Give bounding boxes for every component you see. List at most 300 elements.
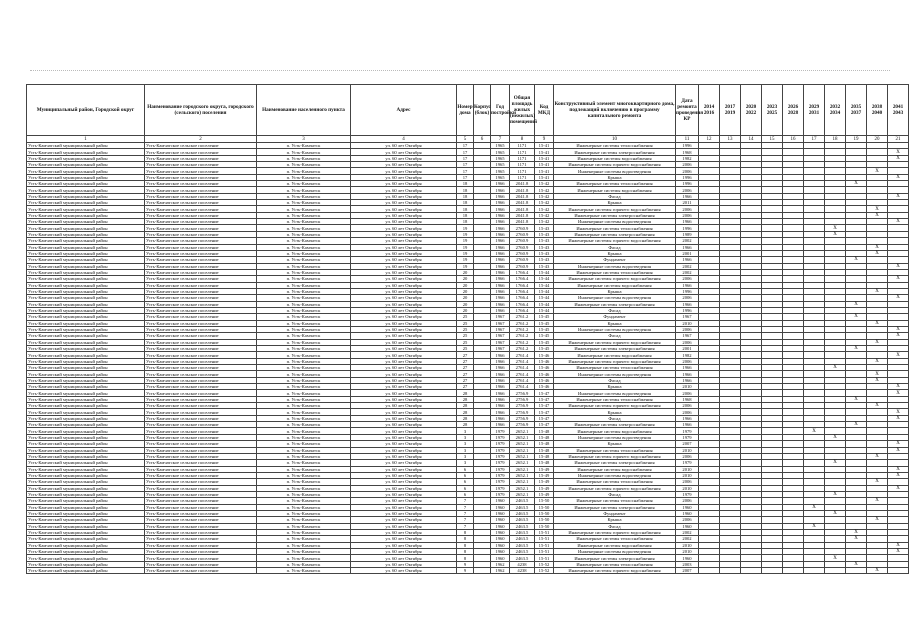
district-cell: Усть-Камчатский муниципальный район <box>27 390 145 396</box>
col-header-area: Общая площадь жилых (нежилых) помещений <box>510 85 535 136</box>
repair-date-cell: 2006 <box>676 295 699 301</box>
year-built-cell: 1966 <box>491 244 510 250</box>
period-mark-cell: X <box>888 193 909 199</box>
address-cell: ул. 60 лет Октября <box>351 428 457 434</box>
mkd-code-cell: 15-52 <box>535 568 554 574</box>
repair-date-cell: 1996 <box>676 143 699 149</box>
area-cell: 2761.4 <box>510 358 535 364</box>
district-cell: Усть-Камчатский муниципальный район <box>27 384 145 390</box>
area-cell: 2761.2 <box>510 333 535 339</box>
district-cell: Усть-Камчатский муниципальный район <box>27 257 145 263</box>
address-cell: ул. 60 лет Октября <box>351 174 457 180</box>
repair-date-cell: 1966 <box>676 301 699 307</box>
house-number-cell: 3 <box>457 441 474 447</box>
mkd-code-cell: 15-51 <box>535 529 554 535</box>
structural-element-cell: Инженерные системы водоотведения <box>554 326 676 332</box>
district-cell: Усть-Камчатский муниципальный район <box>27 542 145 548</box>
period-mark-cell: X <box>867 371 888 377</box>
structural-element-cell: Инженерные системы теплоснабжения <box>554 365 676 371</box>
locality-cell: п. Усть-Камчатск <box>257 352 351 358</box>
address-cell: ул. 60 лет Октября <box>351 200 457 206</box>
year-built-cell: 1966 <box>491 250 510 256</box>
locality-cell: п. Усть-Камчатск <box>257 320 351 326</box>
area-cell: 2041.8 <box>510 187 535 193</box>
period-mark-cell: X <box>846 536 867 542</box>
house-number-cell: 8 <box>457 549 474 555</box>
column-number: 15 <box>762 136 783 143</box>
settlement-cell: Усть-Камчатское сельское поселение <box>145 307 257 313</box>
locality-cell: п. Усть-Камчатск <box>257 409 351 415</box>
locality-cell: п. Усть-Камчатск <box>257 415 351 421</box>
col-header-period: 2041 2043 <box>888 85 909 136</box>
settlement-cell: Усть-Камчатское сельское поселение <box>145 479 257 485</box>
structural-element-cell: Инженерные системы горячего водоснабжения <box>554 206 676 212</box>
mkd-code-cell: 15-43 <box>535 238 554 244</box>
year-built-cell: 1979 <box>491 460 510 466</box>
settlement-cell: Усть-Камчатское сельское поселение <box>145 358 257 364</box>
period-mark-cell: X <box>825 460 846 466</box>
year-built-cell: 1966 <box>491 276 510 282</box>
col-header-period: 2020 2022 <box>741 85 762 136</box>
locality-cell: п. Усть-Камчатск <box>257 529 351 535</box>
mkd-code-cell: 15-42 <box>535 193 554 199</box>
area-cell: 2761.2 <box>510 346 535 352</box>
district-cell: Усть-Камчатский муниципальный район <box>27 149 145 155</box>
locality-cell: п. Усть-Камчатск <box>257 174 351 180</box>
settlement-cell: Усть-Камчатское сельское поселение <box>145 193 257 199</box>
settlement-cell: Усть-Камчатское сельское поселение <box>145 422 257 428</box>
structural-element-cell: Инженерные системы теплоснабжения <box>554 536 676 542</box>
address-cell: ул. 60 лет Октября <box>351 561 457 567</box>
year-built-cell: 1960 <box>491 510 510 516</box>
mkd-code-cell: 15-43 <box>535 231 554 237</box>
year-built-cell: 1979 <box>491 453 510 459</box>
district-cell: Усть-Камчатский муниципальный район <box>27 403 145 409</box>
house-number-cell: 28 <box>457 422 474 428</box>
area-cell: 1171 <box>510 174 535 180</box>
repair-date-cell: 2007 <box>676 568 699 574</box>
settlement-cell: Усть-Камчатское сельское поселение <box>145 409 257 415</box>
repair-date-cell: 1966 <box>676 257 699 263</box>
mkd-code-cell: 15-42 <box>535 181 554 187</box>
locality-cell: п. Усть-Камчатск <box>257 498 351 504</box>
period-mark-cell: X <box>846 257 867 263</box>
area-cell: 2652.1 <box>510 460 535 466</box>
area-cell: 2652.1 <box>510 447 535 453</box>
year-built-cell: 1960 <box>491 536 510 542</box>
year-built-cell: 1965 <box>491 155 510 161</box>
address-cell: ул. 60 лет Октября <box>351 212 457 218</box>
locality-cell: п. Усть-Камчатск <box>257 263 351 269</box>
address-cell: ул. 60 лет Октября <box>351 390 457 396</box>
locality-cell: п. Усть-Камчатск <box>257 428 351 434</box>
address-cell: ул. 60 лет Октября <box>351 523 457 529</box>
year-built-cell: 1967 <box>491 333 510 339</box>
structural-element-cell: Фасад <box>554 491 676 497</box>
district-cell: Усть-Камчатский муниципальный район <box>27 314 145 320</box>
settlement-cell: Усть-Камчатское сельское поселение <box>145 282 257 288</box>
year-built-cell: 1966 <box>491 257 510 263</box>
year-built-cell: 1979 <box>491 466 510 472</box>
settlement-cell: Усть-Камчатское сельское поселение <box>145 155 257 161</box>
year-built-cell: 1966 <box>491 206 510 212</box>
house-number-cell: 6 <box>457 491 474 497</box>
locality-cell: п. Усть-Камчатск <box>257 155 351 161</box>
period-mark-cell: X <box>888 174 909 180</box>
locality-cell: п. Усть-Камчатск <box>257 346 351 352</box>
mkd-code-cell: 15-43 <box>535 250 554 256</box>
area-cell: 2463.5 <box>510 517 535 523</box>
structural-element-cell: Инженерные системы водоснабжения <box>554 352 676 358</box>
locality-cell: п. Усть-Камчатск <box>257 377 351 383</box>
district-cell: Усть-Камчатский муниципальный район <box>27 523 145 529</box>
address-cell: ул. 60 лет Октября <box>351 453 457 459</box>
period-mark-cell: X <box>867 358 888 364</box>
col-header-structural-element: Конструктивный элемент многоквартирного дома, подлежащий включению в программу капитального ремонта <box>554 85 676 136</box>
settlement-cell: Усть-Камчатское сельское поселение <box>145 250 257 256</box>
district-cell: Усть-Камчатский муниципальный район <box>27 485 145 491</box>
area-cell: 1171 <box>510 149 535 155</box>
structural-element-cell: Инженерные системы горячего водоснабжения <box>554 568 676 574</box>
period-mark-cell: X <box>846 396 867 402</box>
area-cell: 2760.9 <box>510 238 535 244</box>
district-cell: Усть-Камчатский муниципальный район <box>27 219 145 225</box>
area-cell: 2041.8 <box>510 206 535 212</box>
house-number-cell: 18 <box>457 193 474 199</box>
period-mark-cell: X <box>888 485 909 491</box>
column-number: 13 <box>720 136 741 143</box>
locality-cell: п. Усть-Камчатск <box>257 384 351 390</box>
repair-date-cell: 2006 <box>676 409 699 415</box>
mkd-code-cell: 15-42 <box>535 206 554 212</box>
column-number: 20 <box>867 136 888 143</box>
repair-date-cell: 2006 <box>676 168 699 174</box>
year-built-cell: 1967 <box>491 339 510 345</box>
address-cell: ул. 60 лет Октября <box>351 333 457 339</box>
structural-element-cell: Инженерные системы электроснабжения <box>554 555 676 561</box>
structural-element-cell: Инженерные системы теплоснабжения <box>554 269 676 275</box>
locality-cell: п. Усть-Камчатск <box>257 472 351 478</box>
district-cell: Усть-Камчатский муниципальный район <box>27 307 145 313</box>
structural-element-cell: Инженерные системы электроснабжения <box>554 149 676 155</box>
mkd-code-cell: 15-48 <box>535 460 554 466</box>
locality-cell: п. Усть-Камчатск <box>257 466 351 472</box>
year-built-cell: 1966 <box>491 212 510 218</box>
house-number-cell: 18 <box>457 212 474 218</box>
period-mark-cell: X <box>846 301 867 307</box>
address-cell: ул. 60 лет Октября <box>351 466 457 472</box>
settlement-cell: Усть-Камчатское сельское поселение <box>145 263 257 269</box>
year-built-cell: 1965 <box>491 143 510 149</box>
house-number-cell: 6 <box>457 479 474 485</box>
mkd-code-cell: 15-48 <box>535 428 554 434</box>
structural-element-cell: Инженерные системы горячего водоснабжения <box>554 358 676 364</box>
address-cell: ул. 60 лет Октября <box>351 282 457 288</box>
area-cell: 2652.1 <box>510 491 535 497</box>
locality-cell: п. Усть-Камчатск <box>257 307 351 313</box>
house-number-cell: 27 <box>457 371 474 377</box>
year-built-cell: 1966 <box>491 301 510 307</box>
structural-element-cell: Фасад <box>554 523 676 529</box>
locality-cell: п. Усть-Камчатск <box>257 244 351 250</box>
repair-date-cell: 1966 <box>676 371 699 377</box>
district-cell: Усть-Камчатский муниципальный район <box>27 428 145 434</box>
year-built-cell: 1966 <box>491 181 510 187</box>
repair-date-cell: 1979 <box>676 491 699 497</box>
district-cell: Усть-Камчатский муниципальный район <box>27 174 145 180</box>
settlement-cell: Усть-Камчатское сельское поселение <box>145 352 257 358</box>
house-number-cell: 25 <box>457 339 474 345</box>
mkd-code-cell: 15-41 <box>535 168 554 174</box>
period-mark-cell: X <box>888 276 909 282</box>
address-cell: ул. 60 лет Октября <box>351 358 457 364</box>
house-number-cell: 7 <box>457 504 474 510</box>
repair-date-cell: 2006 <box>676 498 699 504</box>
district-cell: Усть-Камчатский муниципальный район <box>27 333 145 339</box>
district-cell: Усть-Камчатский муниципальный район <box>27 200 145 206</box>
area-cell: 2756.9 <box>510 396 535 402</box>
col-header-period: 2038 2040 <box>867 85 888 136</box>
address-cell: ул. 60 лет Октября <box>351 276 457 282</box>
year-built-cell: 1960 <box>491 523 510 529</box>
district-cell: Усть-Камчатский муниципальный район <box>27 466 145 472</box>
mkd-code-cell: 15-44 <box>535 307 554 313</box>
mkd-code-cell: 15-43 <box>535 225 554 231</box>
capital-repair-program-table <box>26 84 904 574</box>
header-row <box>27 85 909 136</box>
address-cell: ул. 60 лет Октября <box>351 510 457 516</box>
address-cell: ул. 60 лет Октября <box>351 149 457 155</box>
house-number-cell: 19 <box>457 250 474 256</box>
col-header-district: Муниципальный район, Городской округ <box>27 85 145 136</box>
year-built-cell: 1966 <box>491 263 510 269</box>
mkd-code-cell: 15-44 <box>535 295 554 301</box>
period-mark-cell: X <box>846 346 867 352</box>
district-cell: Усть-Камчатский муниципальный район <box>27 187 145 193</box>
mkd-code-cell: 15-47 <box>535 396 554 402</box>
address-cell: ул. 60 лет Октября <box>351 555 457 561</box>
structural-element-cell: Инженерные системы электроснабжения <box>554 460 676 466</box>
settlement-cell: Усть-Камчатское сельское поселение <box>145 231 257 237</box>
structural-element-cell: Инженерные системы горячего водоснабжения <box>554 529 676 535</box>
locality-cell: п. Усть-Камчатск <box>257 269 351 275</box>
settlement-cell: Усть-Камчатское сельское поселение <box>145 320 257 326</box>
year-built-cell: 1966 <box>491 403 510 409</box>
settlement-cell: Усть-Камчатское сельское поселение <box>145 504 257 510</box>
district-cell: Усть-Камчатский муниципальный район <box>27 415 145 421</box>
year-built-cell: 1966 <box>491 415 510 421</box>
repair-date-cell: 2006 <box>676 517 699 523</box>
locality-cell: п. Усть-Камчатск <box>257 403 351 409</box>
structural-element-cell: Инженерные системы горячего водоснабжения <box>554 485 676 491</box>
district-cell: Усть-Камчатский муниципальный район <box>27 301 145 307</box>
column-number: 9 <box>535 136 554 143</box>
settlement-cell: Усть-Камчатское сельское поселение <box>145 415 257 421</box>
house-number-cell: 17 <box>457 174 474 180</box>
repair-date-cell: 2007 <box>676 441 699 447</box>
year-built-cell: 1966 <box>491 384 510 390</box>
settlement-cell: Усть-Камчатское сельское поселение <box>145 339 257 345</box>
area-cell: 2463.5 <box>510 498 535 504</box>
period-mark-cell <box>804 568 825 574</box>
house-number-cell: 28 <box>457 403 474 409</box>
district-cell: Усть-Камчатский муниципальный район <box>27 568 145 574</box>
year-built-cell: 1965 <box>491 149 510 155</box>
settlement-cell: Усть-Камчатское сельское поселение <box>145 434 257 440</box>
year-built-cell: 1966 <box>491 352 510 358</box>
col-header-settlement: Наименование городского округа, городского (сельского) поселения <box>145 85 257 136</box>
area-cell: 2761.4 <box>510 352 535 358</box>
col-header-mkd-code: Код МКД <box>535 85 554 136</box>
house-number-cell: 18 <box>457 181 474 187</box>
mkd-code-cell: 15-51 <box>535 536 554 542</box>
repair-date-cell: 2010 <box>676 549 699 555</box>
mkd-code-cell: 15-49 <box>535 491 554 497</box>
district-cell: Усть-Камчатский муниципальный район <box>27 472 145 478</box>
period-mark-cell: X <box>888 295 909 301</box>
house-number-cell: 28 <box>457 415 474 421</box>
period-mark-cell: X <box>867 250 888 256</box>
locality-cell: п. Усть-Камчатск <box>257 238 351 244</box>
mkd-code-cell: 15-50 <box>535 510 554 516</box>
period-mark-cell: X <box>867 320 888 326</box>
area-cell: 2761.4 <box>510 365 535 371</box>
repair-date-cell: 1966 <box>676 244 699 250</box>
district-cell: Усть-Камчатский муниципальный район <box>27 276 145 282</box>
period-mark-cell: X <box>888 447 909 453</box>
structural-element-cell: Инженерные системы водоотведения <box>554 263 676 269</box>
structural-element-cell: Крыша <box>554 250 676 256</box>
mkd-code-cell: 15-45 <box>535 339 554 345</box>
area-cell: 2463.5 <box>510 555 535 561</box>
house-number-cell: 25 <box>457 320 474 326</box>
district-cell: Усть-Камчатский муниципальный район <box>27 529 145 535</box>
house-number-cell: 20 <box>457 282 474 288</box>
settlement-cell: Усть-Камчатское сельское поселение <box>145 212 257 218</box>
period-mark-cell: X <box>846 422 867 428</box>
district-cell: Усть-Камчатский муниципальный район <box>27 206 145 212</box>
structural-element-cell: Крыша <box>554 409 676 415</box>
settlement-cell: Усть-Камчатское сельское поселение <box>145 314 257 320</box>
structural-element-cell: Инженерные системы водоотведения <box>554 549 676 555</box>
col-header-repair-date: Дата ремонта проведения КР <box>676 85 699 136</box>
repair-date-cell: 1960 <box>676 555 699 561</box>
area-cell: 2041.8 <box>510 181 535 187</box>
address-cell: ул. 60 лет Октября <box>351 295 457 301</box>
locality-cell: п. Усть-Камчатск <box>257 434 351 440</box>
area-cell: 2760.9 <box>510 225 535 231</box>
repair-date-cell: 1960 <box>676 510 699 516</box>
mkd-code-cell: 15-48 <box>535 453 554 459</box>
period-mark-cell: X <box>867 339 888 345</box>
area-cell: 2756.9 <box>510 403 535 409</box>
address-cell: ул. 60 лет Октября <box>351 479 457 485</box>
locality-cell: п. Усть-Камчатск <box>257 371 351 377</box>
repair-date-cell: 2011 <box>676 200 699 206</box>
district-cell: Усть-Камчатский муниципальный район <box>27 250 145 256</box>
house-number-cell: 8 <box>457 529 474 535</box>
repair-date-cell: 1966 <box>676 422 699 428</box>
year-built-cell: 1960 <box>491 498 510 504</box>
locality-cell: п. Усть-Камчатск <box>257 365 351 371</box>
settlement-cell: Усть-Камчатское сельское поселение <box>145 295 257 301</box>
district-cell: Усть-Камчатский муниципальный район <box>27 491 145 497</box>
structural-element-cell: Инженерные системы электроснабжения <box>554 231 676 237</box>
district-cell: Усть-Камчатский муниципальный район <box>27 339 145 345</box>
structural-element-cell: Фундамент <box>554 314 676 320</box>
repair-date-cell: 2006 <box>676 206 699 212</box>
area-cell: 2041.8 <box>510 200 535 206</box>
structural-element-cell: Инженерные системы теплоснабжения <box>554 396 676 402</box>
structural-element-cell: Инженерные системы водоснабжения <box>554 282 676 288</box>
col-header-period: 2032 2034 <box>825 85 846 136</box>
mkd-code-cell: 15-52 <box>535 561 554 567</box>
area-cell: 2463.5 <box>510 504 535 510</box>
year-built-cell: 1979 <box>491 428 510 434</box>
house-number-cell: 20 <box>457 276 474 282</box>
district-cell: Усть-Камчатский муниципальный район <box>27 143 145 149</box>
house-number-cell: 7 <box>457 517 474 523</box>
col-header-period: 2035 2037 <box>846 85 867 136</box>
repair-date-cell: 1966 <box>676 377 699 383</box>
area-cell: 2041.8 <box>510 193 535 199</box>
area-cell: 2463.5 <box>510 529 535 535</box>
structural-element-cell: Инженерные системы горячего водоснабжения <box>554 238 676 244</box>
locality-cell: п. Усть-Камчатск <box>257 333 351 339</box>
area-cell: 1766.4 <box>510 269 535 275</box>
repair-date-cell: 1960 <box>676 523 699 529</box>
settlement-cell: Усть-Камчатское сельское поселение <box>145 568 257 574</box>
period-mark-cell <box>846 568 867 574</box>
structural-element-cell: Инженерные системы водоснабжения <box>554 542 676 548</box>
area-cell: 2463.5 <box>510 536 535 542</box>
area-cell: 2761.2 <box>510 339 535 345</box>
district-cell: Усть-Камчатский муниципальный район <box>27 371 145 377</box>
settlement-cell: Усть-Камчатское сельское поселение <box>145 510 257 516</box>
year-built-cell: 1960 <box>491 504 510 510</box>
area-cell: 4238 <box>510 561 535 567</box>
year-built-cell: 1966 <box>491 225 510 231</box>
area-cell: 1766.4 <box>510 295 535 301</box>
column-number-row <box>27 136 909 143</box>
address-cell: ул. 60 лет Октября <box>351 517 457 523</box>
locality-cell: п. Усть-Камчатск <box>257 396 351 402</box>
year-built-cell: 1966 <box>491 358 510 364</box>
mkd-code-cell: 15-44 <box>535 269 554 275</box>
column-number: 1 <box>27 136 145 143</box>
period-mark-cell: X <box>888 326 909 332</box>
year-built-cell: 1979 <box>491 485 510 491</box>
repair-date-cell: 1996 <box>676 225 699 231</box>
address-cell: ул. 60 лет Октября <box>351 365 457 371</box>
house-number-cell: 28 <box>457 409 474 415</box>
house-number-cell: 17 <box>457 149 474 155</box>
repair-date-cell: 1967 <box>676 333 699 339</box>
period-mark-cell: X <box>888 466 909 472</box>
structural-element-cell: Инженерные системы водоотведения <box>554 219 676 225</box>
year-built-cell: 1979 <box>491 491 510 497</box>
mkd-code-cell: 15-41 <box>535 143 554 149</box>
settlement-cell: Усть-Камчатское сельское поселение <box>145 200 257 206</box>
period-mark-cell: X <box>846 181 867 187</box>
repair-date-cell: 1996 <box>676 181 699 187</box>
period-mark-cell: X <box>867 244 888 250</box>
house-number-cell: 19 <box>457 238 474 244</box>
address-cell: ул. 60 лет Октября <box>351 485 457 491</box>
structural-element-cell: Инженерные системы водоотведения <box>554 295 676 301</box>
district-cell: Усть-Камчатский муниципальный район <box>27 244 145 250</box>
column-number: 2 <box>145 136 257 143</box>
